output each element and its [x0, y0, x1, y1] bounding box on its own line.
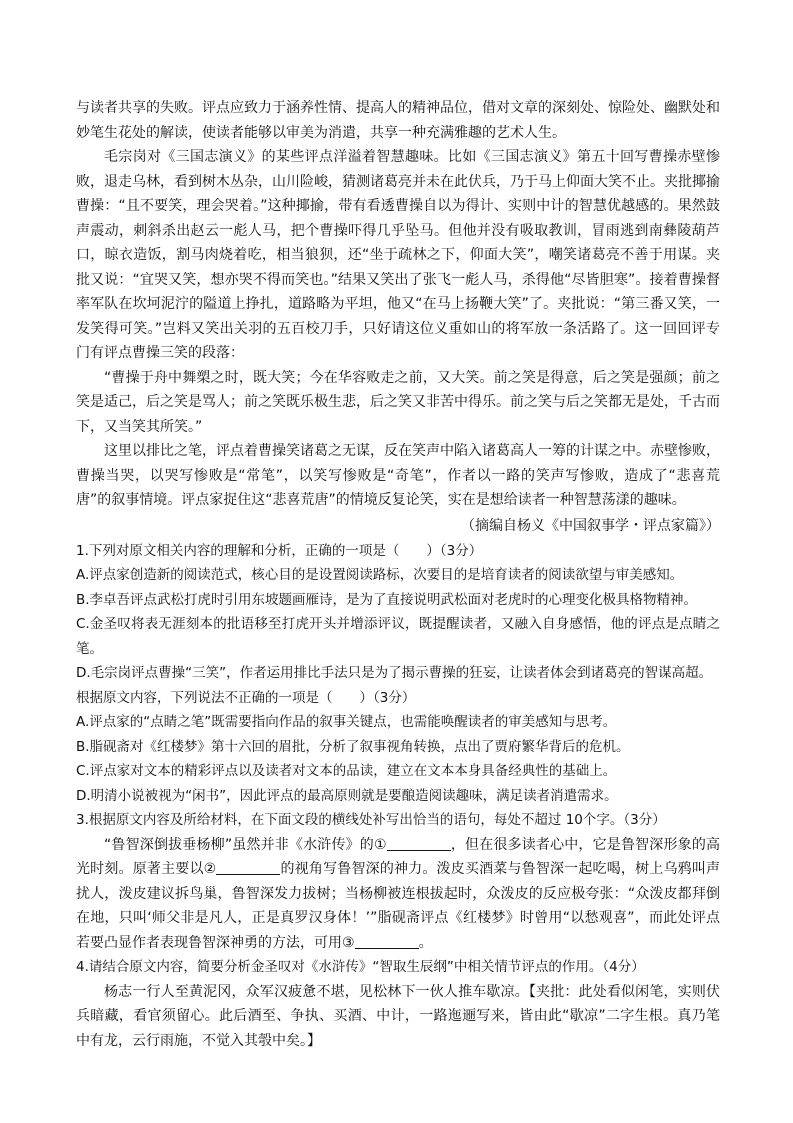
question-3-part-2: ，但在很多读者心中，它是鲁智深形象的高光时刻。原著主要以②: [76, 836, 720, 877]
question-3-stem: [76, 808, 720, 833]
question-2-option-c: C.评点家对文本的精彩评点以及读者对文本的品读，建立在文本本身具备经典性的基础上。: [76, 763, 617, 779]
question-2-stem: 根据原文内容，下列说法不正确的一项是（ ）（3分）: [76, 689, 416, 706]
answer-blank-1[interactable]: [387, 836, 451, 851]
question-4-material: 杨志一行人至黄泥冈，众军汉疲惫不堪，见松林下一伙人推车歇凉。【夹批：此处看似闲笔，实则伏兵暗藏，看官须留心。此后酒至、争执、买酒、中计，一路迤逦写来，皆由此“歇凉”二字生根。真乃笔中有龙，云行雨施，不觉入其彀中矣。】: [76, 983, 720, 1049]
question-1-option-d: D.毛宗岗评点曹操“三笑”，作者运用排比手法只是为了揭示曹操的狂妄，让读者体会到诸葛亮的智谋高超。: [76, 665, 713, 681]
question-3-part-3: 的视角写鲁智深的神力。泼皮买酒菜与鲁智深一起吃喝，树上乌鸦叫声扰人，泼皮建议拆鸟巢，鲁智深发力拔树；当杨柳被连根拔起时，众泼皮的反应极夸张：“众泼皮都拜倒在地，只叫‘师父非是凡人，正是真罗汉身体！’”脂砚斋评点《红楼梦》时曾用“以愁观喜”，而此处评点若要凸显作者表现鲁智深神勇的方法，可用③: [76, 861, 720, 951]
question-1-option-b: B.李卓吾评点武松打虎时引用东坡题画雁诗，是为了直接说明武松面对老虎时的心理变化极具格物精神。: [76, 591, 698, 608]
question-3-text: [76, 833, 720, 956]
answer-blank-2[interactable]: [216, 860, 280, 875]
question-3-stem-a: 3.根据原文内容及所给材料，在下面文段的横线处补写出恰当的语句，每处不超过: [76, 812, 562, 828]
passage-paragraph-1: 与读者共享的失败。评点应致力于涵养性情、提高人的精神品位，借对文章的深刻处、惊险处、幽默处和妙笔生花处的解读，使读者能够以审美为消遣，共享一种充满雅趣的艺术人生。: [76, 100, 720, 141]
document-page: [76, 96, 720, 1053]
question-3-part-4: 。: [418, 934, 433, 951]
passage-quote-paragraph: “曹操于舟中舞槊之时，既大笑；今在华容败走之前，又大笑。前之笑是得意，后之笑是强颜；前之笑是适己，后之笑是骂人；前之笑既乐极生悲，后之笑又非苦中得乐。前之笑与后之笑都无是处，千古而下，又当笑其所笑。”: [76, 369, 720, 435]
question-1-stem: 1.下列对原文相关内容的理解和分析，正确的一项是（ ）（3分）: [76, 542, 483, 559]
question-2-option-b: B.脂砚斋对《红楼梦》第十六回的眉批，分析了叙事视角转换，点出了贾府繁华背后的危机。: [76, 738, 630, 755]
question-1-option-c: C.金圣叹将表无涯刻本的批语移至打虎开头并增添评议，既提醒读者，又融入自身感悟，他的评点是点睛之笔。: [76, 616, 720, 657]
answer-blank-3[interactable]: [355, 934, 419, 949]
question-2-option-a: A.评点家的“点睛之笔”既需要指向作品的叙事关键点，也需能唤醒读者的审美感知与思考。: [76, 714, 617, 730]
question-3-stem-b: 10个字。（3分）: [565, 812, 666, 828]
passage-source: （摘编自杨义《中国叙事学・评点家篇》）: [461, 517, 720, 534]
passage-paragraph-2: 毛宗岗对《三国志演义》的某些评点洋溢着智慧趣味。比如《三国志演义》第五十回写曹操赤壁惨败，退走乌林，看到树木丛杂，山川险峻，猜测诸葛亮并未在此伏兵，乃于马上仰面大笑不止。夹批揶揄曹操：“且不要笑，理会哭着。”这种揶揄，带有看透曹操自以为得计、实则中计的智慧优越感的。果然鼓声震动，刺斜杀出赵云一彪人马，把个曹操吓得几乎坠马。但他并没有吸取教训，冒雨逃到南彝陵葫芦口，晾衣造饭，割马肉烧着吃，相当狼狈，还“坐于疏林之下，仰面大笑”，嘲笑诸葛亮不善于用谋。夹批又说：“宜哭又笑，想亦哭不得而笑也。”结果又笑出了张飞一彪人马，杀得他“尽皆胆寒”。接着曹操督率军队在坎坷泥泞的隘道上挣扎，道路略为平坦，他又“在马上扬鞭大笑”了。夹批说：“第三番又笑，一发笑得可笑。”岂料又笑出关羽的五百校刀手，只好请这位义重如山的将军放一条活路了。这一回回评专门有评点曹操三笑的段落：: [76, 149, 720, 361]
question-3-part-1: “鲁智深倒拔垂杨柳”虽然并非《水浒传》的①: [104, 836, 387, 853]
passage-paragraph-4: 这里以排比之笔，评点着曹操笑诸葛之无谋，反在笑声中陷入诸葛高人一筹的计谋之中。赤壁惨败，曹操当哭，以哭写惨败是“常笔”，以笑写惨败是“奇笔”，作者以一路的笑声写惨败，造成了“悲喜荒唐”的叙事情境。评点家捉住这“悲喜荒唐”的情境反复论笑，实在是想给读者一种智慧荡漾的趣味。: [76, 443, 720, 508]
question-2-option-d: D.明清小说被视为“闲书”，因此评点的最高原则就是要酿造阅读趣味，满足读者消遣需求。: [76, 787, 618, 804]
question-4-stem: 4.请结合原文内容，简要分析金圣叹对《水浒传》“智取生辰纲”中相关情节评点的作用。（4分）: [76, 959, 645, 975]
question-1-option-a: A.评点家创造新的阅读范式，核心目的是设置阅读路标，次要目的是培育读者的阅读欲望与审美感知。: [76, 567, 684, 583]
